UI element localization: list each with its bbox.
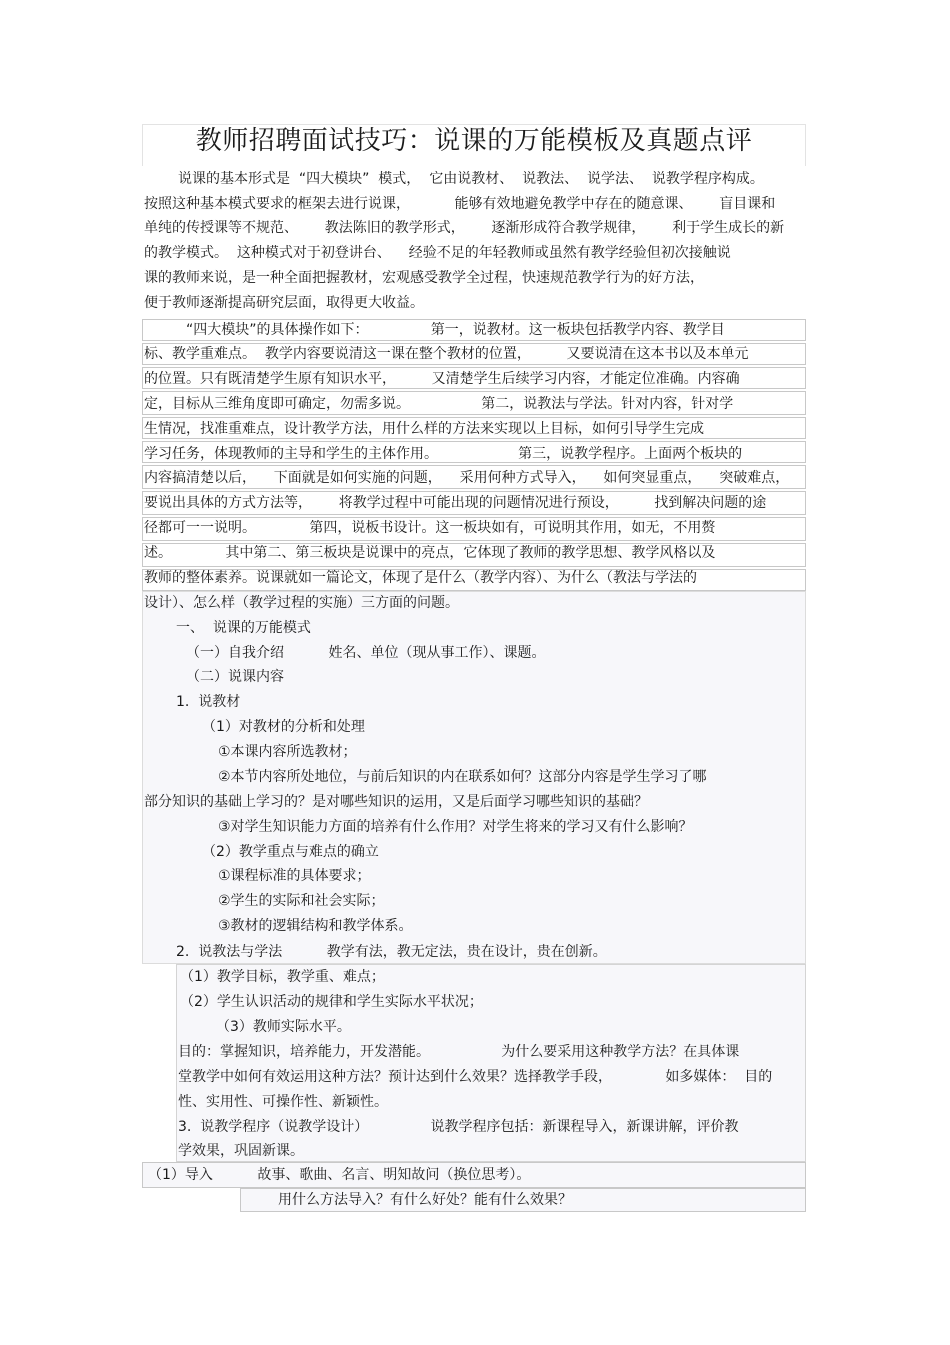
outline-item: （1）对教材的分析和处理 (202, 719, 365, 735)
outline-item: ①本课内容所选教材； (218, 744, 357, 760)
outline-item: ②本节内容所处地位，与前后知识的内在联系如何？这部分内容是学生学习了哪 (218, 769, 707, 785)
paragraph-line: 便于教师逐渐提高研究层面，取得更大收益。 (144, 295, 424, 311)
paragraph-line: 性、实用性、可操作性、新颖性。 (178, 1094, 388, 1110)
outline-item: ②学生的实际和社会实际； (218, 893, 385, 909)
outline-item: （1）导入 故事、歌曲、名言、明知故问（换位思考）。 (148, 1167, 531, 1183)
paragraph-line: 的教学模式。 这种模式对于初登讲台、 经验不足的年轻教师或虽然有教学经验但初次接触说 (144, 245, 731, 261)
outline-item: （2）学生认识活动的规律和学生实际水平状况； (180, 994, 483, 1010)
paragraph-line: 标、教学重难点。 教学内容要说清这一课在整个教材的位置， 又要说清在这本书以及本单元 (144, 346, 749, 362)
paragraph-line: 目的：掌握知识，培养能力，开发潜能。 为什么要采用这种教学方法？在具体课 (178, 1044, 740, 1060)
paragraph-line: 设计）、怎么样（教学过程的实施）三方面的问题。 (144, 595, 459, 611)
paragraph-line: 单纯的传授课等不规范、 教法陈旧的教学形式， 逐渐形成符合教学规律， 利于学生成长的新 (144, 220, 785, 236)
paragraph-line: 述。 其中第二、第三板块是说课中的亮点，它体现了教师的教学思想、教学风格以及 (144, 545, 716, 561)
paragraph-line: 要说出具体的方式方法等， 将教学过程中可能出现的问题情况进行预设， 找到解决问题的途 (144, 495, 767, 511)
outline-item: ③教材的逻辑结构和教学体系。 (218, 918, 413, 934)
paragraph-line: “四大模块”的具体操作如下： 第一，说教材。这一板块包括教学内容、教学目 (186, 322, 725, 338)
paragraph-line: 部分知识的基础上学习的？是对哪些知识的运用，又是后面学习哪些知识的基础？ (144, 794, 648, 810)
paragraph-line: 课的教师来说，是一种全面把握教材，宏观感受教学全过程，快速规范教学行为的好方法， (144, 270, 704, 286)
paragraph-line: 内容搞清楚以后， 下面就是如何实施的问题， 采用何种方式导入， 如何突显重点， 突破难点， (144, 470, 790, 486)
paragraph-line: 定，目标从三维角度即可确定，勿需多说。 第二，说教法与学法。针对内容，针对学 (144, 396, 734, 412)
outline-item: （二）说课内容 (186, 669, 284, 685)
outline-item: （一）自我介绍 姓名、单位（现从事工作）、课题。 (186, 645, 546, 661)
section-heading: 一、 说课的万能模式 (176, 620, 311, 636)
page-title: 教师招聘面试技巧：说课的万能模板及真题点评 (195, 126, 753, 156)
paragraph-line: 用什么方法导入？有什么好处？能有什么效果？ (278, 1192, 572, 1208)
paragraph-line: 学习任务，体现教师的主导和学生的主体作用。 第三，说教学程序。上面两个板块的 (144, 446, 743, 462)
paragraph-line: 按照这种基本模式要求的框架去进行说课， 能够有效地避免教学中存在的随意课、 盲目课和 (144, 196, 776, 212)
paragraph-line: 生情况，找准重难点，设计教学方法，用什么样的方法来实现以上目标，如何引导学生完成 (144, 421, 704, 437)
outline-item: ③对学生知识能力方面的培养有什么作用？对学生将来的学习又有什么影响？ (218, 819, 693, 835)
outline-item: ①课程标准的具体要求； (218, 868, 371, 884)
outline-item: （2）教学重点与难点的确立 (202, 844, 379, 860)
outline-item: 2. 说教法与学法 教学有法，教无定法，贵在设计，贵在创新。 (176, 944, 607, 960)
outline-item: （3）教师实际水平。 (216, 1019, 351, 1035)
paragraph-line: 学效果，巩固新课。 (178, 1143, 304, 1159)
paragraph-line: 说课的基本形式是 “四大模块” 模式， 它由说教材、 说教法、 说学法、 说教学程序构成。 (178, 171, 764, 187)
paragraph-line: 的位置。只有既清楚学生原有知识水平， 又清楚学生后续学习内容，才能定位准确。内容确 (144, 371, 740, 387)
paragraph-line: 教师的整体素养。说课就如一篇论文，体现了是什么（教学内容）、为什么（教法与学法的 (144, 570, 697, 586)
outline-item: 1. 说教材 (176, 694, 241, 710)
paragraph-line: 径都可一一说明。 第四，说板书设计。这一板块如有，可说明其作用，如无，不用赘 (144, 520, 716, 536)
paragraph-line: 堂教学中如何有效运用这种方法？预计达到什么效果？选择教学手段， 如多媒体： 目的 (178, 1069, 773, 1085)
outline-item: （1）教学目标，教学重、难点； (180, 969, 385, 985)
outline-item: 3. 说教学程序（说教学设计） 说教学程序包括：新课程导入，新课讲解，评价教 (178, 1119, 739, 1135)
